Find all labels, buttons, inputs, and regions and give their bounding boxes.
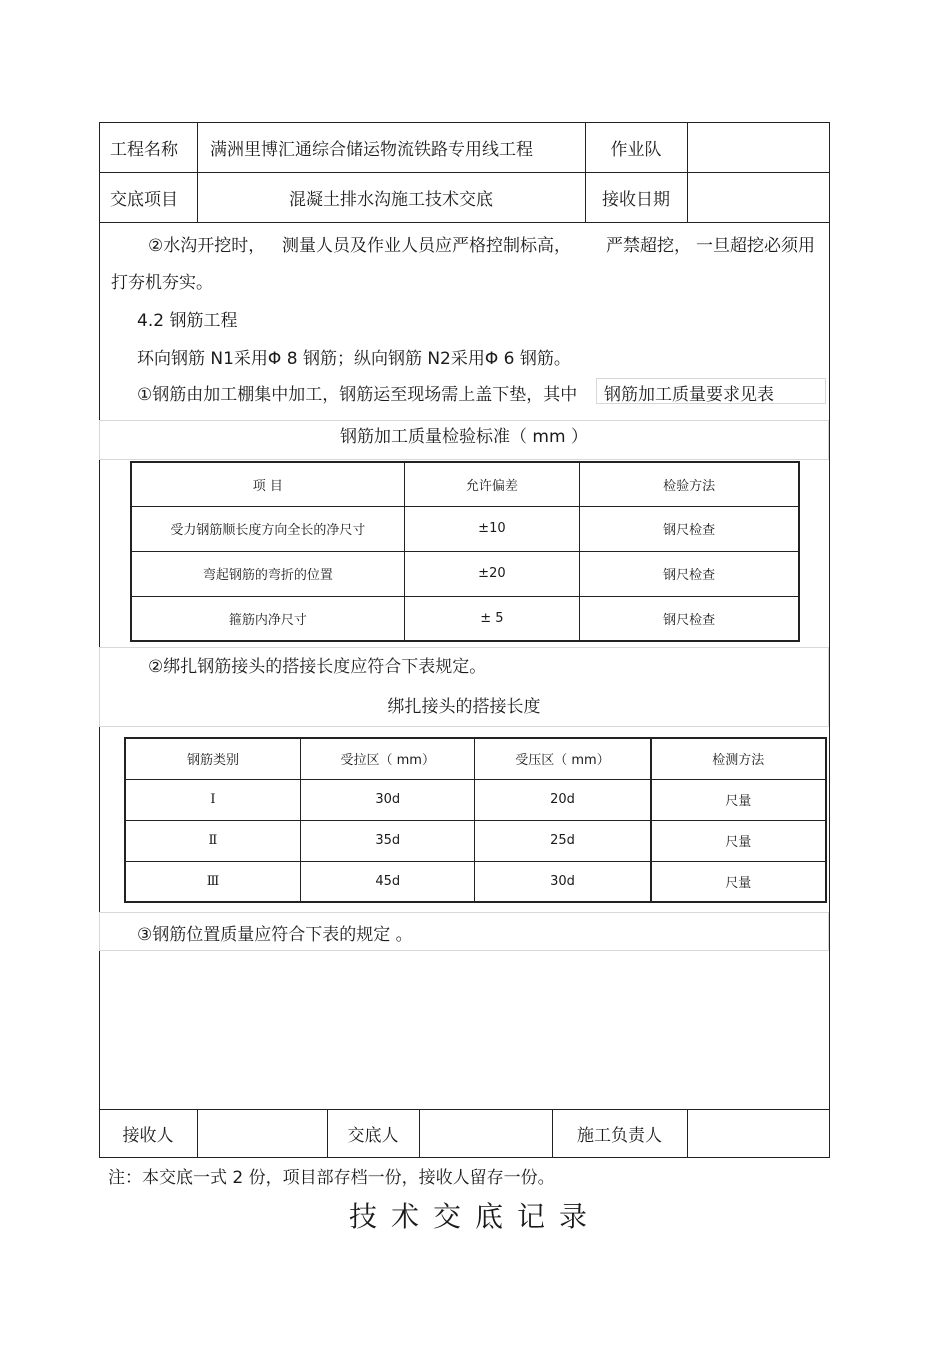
footnote: 注：本交底一式 2 份，项目部存档一份，接收人留存一份。 — [108, 1168, 555, 1188]
table-cell: ± 5 — [404, 596, 580, 641]
table-cell: 弯起钢筋的弯折的位置 — [131, 551, 404, 596]
table2-title: 绑扎接头的搭接长度 — [387, 696, 541, 717]
team-label: 作业队 — [610, 139, 662, 160]
table-header: 受拉区（ mm） — [300, 738, 475, 779]
table-row — [131, 506, 799, 551]
table-row — [131, 551, 799, 596]
discloser-label: 交底人 — [347, 1126, 399, 1146]
table-cell: 20d — [475, 779, 651, 820]
receive-date-value — [687, 172, 830, 222]
table-cell: Ⅱ — [125, 820, 300, 861]
table-row — [125, 861, 826, 902]
receiver-value — [197, 1109, 327, 1158]
table-cell: ±20 — [404, 551, 580, 596]
item-value: 混凝土排水沟施工技术交底 — [289, 189, 493, 210]
table-header-row — [125, 738, 826, 779]
table-cell: 35d — [300, 820, 475, 861]
para1-part-d: 一旦超挖必须用 — [696, 236, 815, 256]
team-value — [687, 122, 830, 172]
table-cell: ±10 — [404, 506, 580, 551]
table-header: 钢筋类别 — [125, 738, 300, 779]
project-name-value: 满洲里博汇通综合储运物流铁路专用线工程 — [210, 139, 533, 160]
table-row — [125, 820, 826, 861]
rebar-quality-table — [130, 461, 800, 642]
para3: ②绑扎钢筋接头的搭接长度应符合下表规定。 — [148, 657, 487, 677]
table1-title: 钢筋加工质量检验标准（ mm ） — [340, 426, 588, 447]
table-cell: 受力钢筋顺长度方向全长的净尺寸 — [131, 506, 404, 551]
receive-date-label: 接收日期 — [602, 189, 670, 210]
table-header: 允许偏差 — [404, 462, 580, 506]
item-label: 交底项目 — [110, 189, 178, 210]
para1-part-c: 严禁超挖， — [606, 236, 691, 256]
table-cell: 尺量 — [651, 820, 826, 861]
table-cell: 尺量 — [651, 779, 826, 820]
table-cell: 30d — [475, 861, 651, 902]
table-cell: 钢尺检查 — [580, 596, 799, 641]
table-cell: 箍筋内净尺寸 — [131, 596, 404, 641]
para4: ③钢筋位置质量应符合下表的规定 。 — [137, 925, 413, 945]
table-header: 检验方法 — [580, 462, 799, 506]
header-bottom-divider — [99, 222, 830, 223]
document-title: 技术交底记录 — [348, 1200, 601, 1233]
table-cell: 25d — [475, 820, 651, 861]
para2-part-b: 钢筋加工质量要求见表 — [604, 385, 774, 405]
table-cell: 45d — [300, 861, 475, 902]
table-header-row — [131, 462, 799, 506]
table-row — [131, 596, 799, 641]
lap-length-table — [124, 737, 827, 903]
table-header: 受压区（ mm） — [475, 738, 651, 779]
table-cell: 尺量 — [651, 861, 826, 902]
para1-part-b: 测量人员及作业人员应严格控制标高， — [282, 236, 571, 256]
discloser-value — [419, 1109, 552, 1158]
table-cell: 30d — [300, 779, 475, 820]
receiver-label: 接收人 — [122, 1126, 174, 1146]
para1-line2: 打夯机夯实。 — [111, 273, 213, 293]
table-cell: 钢尺检查 — [580, 551, 799, 596]
table-cell: Ⅰ — [125, 779, 300, 820]
section-title: 4.2 钢筋工程 — [137, 311, 238, 331]
table-cell: Ⅲ — [125, 861, 300, 902]
table-header: 检测方法 — [651, 738, 826, 779]
manager-value — [687, 1109, 830, 1158]
rebar-spec-line: 环向钢筋 N1采用Φ 8 钢筋；纵向钢筋 N2采用Φ 6 钢筋。 — [137, 349, 571, 369]
table-cell: 钢尺检查 — [580, 506, 799, 551]
table-row — [125, 779, 826, 820]
table-header: 项 目 — [131, 462, 404, 506]
para1-part-a: ②水沟开挖时， — [148, 236, 266, 256]
para2-part-a: ①钢筋由加工棚集中加工，钢筋运至现场需上盖下垫，其中 — [137, 385, 578, 405]
project-name-label: 工程名称 — [110, 139, 178, 160]
manager-label: 施工负责人 — [577, 1126, 662, 1146]
